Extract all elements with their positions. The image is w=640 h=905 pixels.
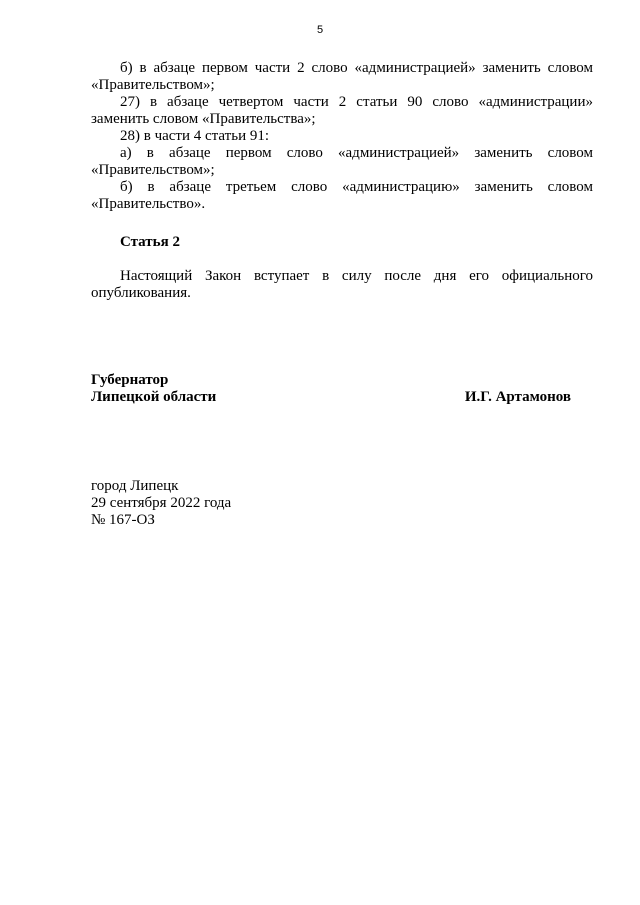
article-heading: Статья 2 [120, 234, 180, 250]
paragraph-27: 27) в абзаце четвертом части 2 статьи 90 слово «администрации» заменить словом «Правительства»; [91, 94, 593, 127]
article-paragraph: Настоящий Закон вступает в силу после дня его официального опубликования. [91, 268, 593, 301]
signatory-title-line1: Губернатор [91, 372, 169, 388]
paragraph-b-part2: б) в абзаце первом части 2 слово «администрацией» заменить словом «Правительством»; [91, 60, 593, 93]
signature-block [91, 372, 571, 406]
city: город Липецк [91, 478, 179, 494]
paragraph-b-third: б) в абзаце третьем слово «администрацию» заменить словом «Правительство». [91, 179, 593, 212]
paragraph-a: а) в абзаце первом слово «администрацией» заменить словом «Правительством»; [91, 145, 593, 178]
date: 29 сентября 2022 года [91, 495, 232, 511]
paragraph-28: 28) в части 4 статьи 91: [120, 128, 270, 144]
amendments-text [91, 60, 593, 213]
page-number: 5 [316, 24, 324, 36]
signature-row [91, 389, 571, 406]
document-footer [91, 478, 231, 529]
signatory-name: И.Г. Артамонов [464, 389, 571, 405]
law-number: № 167-ОЗ [91, 512, 155, 528]
article-body [91, 268, 593, 302]
signatory-title-line2: Липецкой области [91, 389, 217, 405]
